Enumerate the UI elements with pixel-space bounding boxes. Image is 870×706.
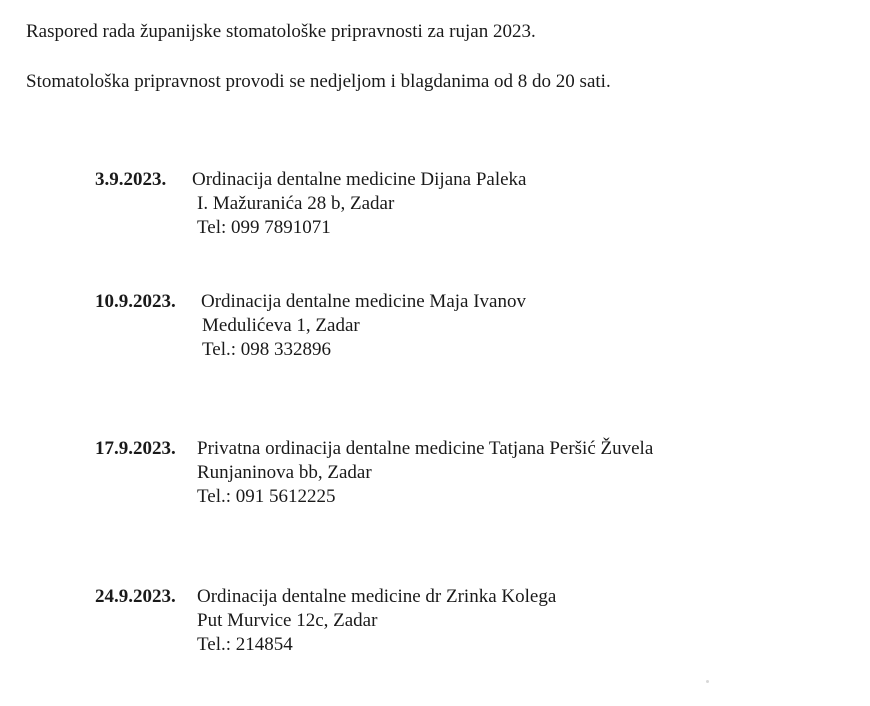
clinic-phone: Tel.: 098 332896 [202,339,332,360]
clinic-address: Runjaninova bb, Zadar [197,462,372,483]
clinic-phone: Tel: 099 7891071 [197,217,331,238]
entry-details [197,585,556,657]
clinic-address: I. Mažuranića 28 b, Zadar [197,193,395,214]
clinic-name: Privatna ordinacija dentalne medicine Tatjana Peršić Žuvela [197,438,654,459]
clinic-name: Ordinacija dentalne medicine Dijana Paleka [192,169,527,190]
entry-date: 10.9.2023. [95,291,176,312]
entry-details [201,290,526,362]
entry-details [197,437,653,509]
entry-date: 17.9.2023. [95,438,176,459]
schedule-note: Stomatološka pripravnost provodi se nedjeljom i blagdanima od 8 do 20 sati. [26,71,611,92]
clinic-address: Put Murvice 12c, Zadar [197,610,378,631]
clinic-phone: Tel.: 091 5612225 [197,486,336,507]
scan-speck [706,680,709,683]
clinic-phone: Tel.: 214854 [197,634,293,655]
entry-date: 24.9.2023. [95,586,176,607]
entry-details [192,168,526,240]
entry-date: 3.9.2023. [95,169,167,190]
clinic-name: Ordinacija dentalne medicine Maja Ivanov [201,291,526,312]
clinic-name: Ordinacija dentalne medicine dr Zrinka Kolega [197,586,557,607]
clinic-address: Medulićeva 1, Zadar [202,315,360,336]
schedule-title: Raspored rada županijske stomatološke pripravnosti za rujan 2023. [26,21,536,42]
